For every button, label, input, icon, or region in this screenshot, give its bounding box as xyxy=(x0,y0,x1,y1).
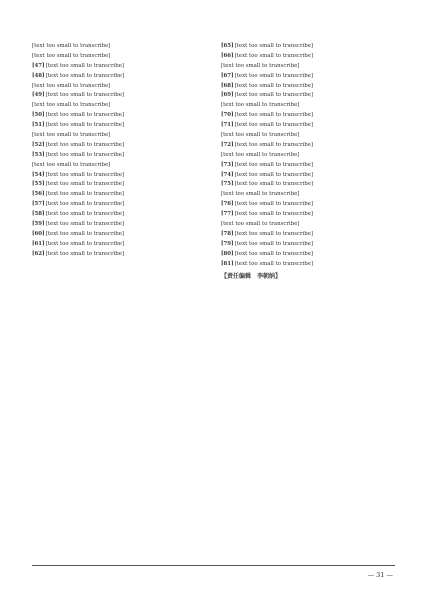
reference-entry xyxy=(221,82,405,91)
reference-number: [78] xyxy=(221,230,234,237)
reference-text: [text too small to transcribe] xyxy=(234,112,313,119)
reference-text: [text too small to transcribe] xyxy=(32,43,111,49)
reference-number: [81] xyxy=(221,260,234,267)
reference-text: [text too small to transcribe] xyxy=(45,112,124,119)
reference-entry xyxy=(32,180,216,189)
reference-text: [text too small to transcribe] xyxy=(32,82,111,89)
reference-entry xyxy=(32,131,216,140)
reference-text: [text too small to transcribe] xyxy=(234,211,313,218)
reference-text: [text too small to transcribe] xyxy=(45,92,124,99)
reference-entry xyxy=(221,141,405,150)
reference-entry xyxy=(32,111,216,120)
reference-entry xyxy=(221,121,405,130)
right-column-list xyxy=(221,42,405,268)
reference-number: [53] xyxy=(32,151,45,158)
reference-text: [text too small to transcribe] xyxy=(234,122,313,129)
reference-number: [79] xyxy=(221,240,234,247)
reference-text: [text too small to transcribe] xyxy=(32,52,111,59)
reference-entry xyxy=(32,210,216,219)
reference-entry xyxy=(32,200,216,209)
reference-entry xyxy=(32,151,216,160)
editor-note: 【责任编辑 李朝纳】 xyxy=(221,273,282,281)
reference-entry xyxy=(32,190,216,199)
reference-number: [54] xyxy=(32,171,45,178)
reference-entry xyxy=(32,52,216,61)
reference-text: [text too small to transcribe] xyxy=(234,82,313,89)
reference-text: [text too small to transcribe] xyxy=(234,201,313,208)
reference-entry xyxy=(32,171,216,180)
reference-entry xyxy=(221,250,405,259)
reference-entry xyxy=(32,101,216,110)
reference-entry xyxy=(221,42,405,51)
reference-entry xyxy=(221,210,405,219)
reference-text: [text too small to transcribe] xyxy=(221,221,300,228)
reference-entry xyxy=(221,190,405,199)
reference-entry xyxy=(221,91,405,100)
reference-text: [text too small to transcribe] xyxy=(45,201,124,208)
reference-number: [80] xyxy=(221,250,234,257)
reference-text: [text too small to transcribe] xyxy=(45,141,124,148)
reference-entry xyxy=(221,161,405,170)
reference-entry xyxy=(221,131,405,140)
reference-entry xyxy=(221,220,405,229)
reference-entry xyxy=(32,121,216,130)
reference-text: [text too small to transcribe] xyxy=(45,240,124,247)
reference-entry xyxy=(221,151,405,160)
reference-text: [text too small to transcribe] xyxy=(234,240,313,247)
reference-number: [59] xyxy=(32,221,45,228)
reference-number: [69] xyxy=(221,92,234,99)
reference-entry xyxy=(221,240,405,249)
reference-number: [57] xyxy=(32,201,45,208)
reference-entry xyxy=(221,230,405,239)
reference-entry xyxy=(221,200,405,209)
reference-text: [text too small to transcribe] xyxy=(221,102,300,109)
reference-entry xyxy=(32,72,216,81)
reference-entry xyxy=(32,62,216,71)
reference-text: [text too small to transcribe] xyxy=(45,221,124,228)
reference-text: [text too small to transcribe] xyxy=(234,181,313,188)
reference-number: [51] xyxy=(32,122,45,129)
reference-number: [55] xyxy=(32,181,45,188)
reference-text: [text too small to transcribe] xyxy=(32,161,111,168)
reference-text: [text too small to transcribe] xyxy=(221,151,300,158)
reference-number: [49] xyxy=(32,92,45,99)
reference-number: [65] xyxy=(221,43,234,49)
reference-number: [70] xyxy=(221,112,234,119)
reference-entry xyxy=(32,240,216,249)
reference-number: [52] xyxy=(32,141,45,148)
reference-text: [text too small to transcribe] xyxy=(234,52,313,59)
reference-text: [text too small to transcribe] xyxy=(45,230,124,237)
reference-number: [58] xyxy=(32,211,45,218)
reference-entry xyxy=(32,161,216,170)
reference-text: [text too small to transcribe] xyxy=(234,250,313,257)
reference-number: [73] xyxy=(221,161,234,168)
reference-number: [76] xyxy=(221,201,234,208)
reference-text: [text too small to transcribe] xyxy=(221,191,300,198)
reference-text: [text too small to transcribe] xyxy=(45,62,124,69)
reference-text: [text too small to transcribe] xyxy=(221,62,300,69)
reference-number: [62] xyxy=(32,250,45,257)
page-number: — 31 — xyxy=(367,571,393,579)
reference-entry xyxy=(32,220,216,229)
reference-number: [66] xyxy=(221,52,234,59)
reference-text: [text too small to transcribe] xyxy=(45,191,124,198)
reference-entry xyxy=(221,171,405,180)
reference-text: [text too small to transcribe] xyxy=(234,230,313,237)
reference-number: [67] xyxy=(221,72,234,79)
reference-entry xyxy=(32,82,216,91)
reference-number: [71] xyxy=(221,122,234,129)
reference-entry xyxy=(32,230,216,239)
reference-entry xyxy=(221,52,405,61)
reference-text: [text too small to transcribe] xyxy=(234,260,313,267)
reference-entry xyxy=(32,42,216,51)
reference-entry xyxy=(221,72,405,81)
reference-text: [text too small to transcribe] xyxy=(45,151,124,158)
reference-text: [text too small to transcribe] xyxy=(45,211,124,218)
reference-entry xyxy=(221,111,405,120)
reference-number: [74] xyxy=(221,171,234,178)
reference-number: [60] xyxy=(32,230,45,237)
reference-number: [61] xyxy=(32,240,45,247)
reference-number: [47] xyxy=(32,62,45,69)
reference-entry xyxy=(32,141,216,150)
reference-text: [text too small to transcribe] xyxy=(234,72,313,79)
reference-number: [50] xyxy=(32,112,45,119)
reference-entry xyxy=(32,250,216,259)
reference-text: [text too small to transcribe] xyxy=(221,132,300,139)
reference-entry xyxy=(221,101,405,110)
reference-text: [text too small to transcribe] xyxy=(234,92,313,99)
reference-number: [77] xyxy=(221,211,234,218)
reference-entry xyxy=(32,91,216,100)
left-column xyxy=(32,42,216,260)
reference-text: [text too small to transcribe] xyxy=(32,102,111,109)
reference-number: [68] xyxy=(221,82,234,89)
reference-text: [text too small to transcribe] xyxy=(45,72,124,79)
footer-divider xyxy=(32,565,395,566)
reference-entry xyxy=(221,180,405,189)
reference-number: [75] xyxy=(221,181,234,188)
reference-text: [text too small to transcribe] xyxy=(234,171,313,178)
reference-entry xyxy=(221,260,405,269)
reference-text: [text too small to transcribe] xyxy=(234,161,313,168)
reference-text: [text too small to transcribe] xyxy=(45,122,124,129)
reference-text: [text too small to transcribe] xyxy=(45,250,124,257)
reference-number: [56] xyxy=(32,191,45,198)
reference-number: [72] xyxy=(221,141,234,148)
reference-text: [text too small to transcribe] xyxy=(45,171,124,178)
reference-entry xyxy=(221,62,405,71)
reference-text: [text too small to transcribe] xyxy=(45,181,124,188)
reference-text: [text too small to transcribe] xyxy=(32,132,111,139)
reference-number: [48] xyxy=(32,72,45,79)
reference-text: [text too small to transcribe] xyxy=(234,141,313,148)
reference-text: [text too small to transcribe] xyxy=(234,43,313,49)
right-column xyxy=(221,42,405,280)
